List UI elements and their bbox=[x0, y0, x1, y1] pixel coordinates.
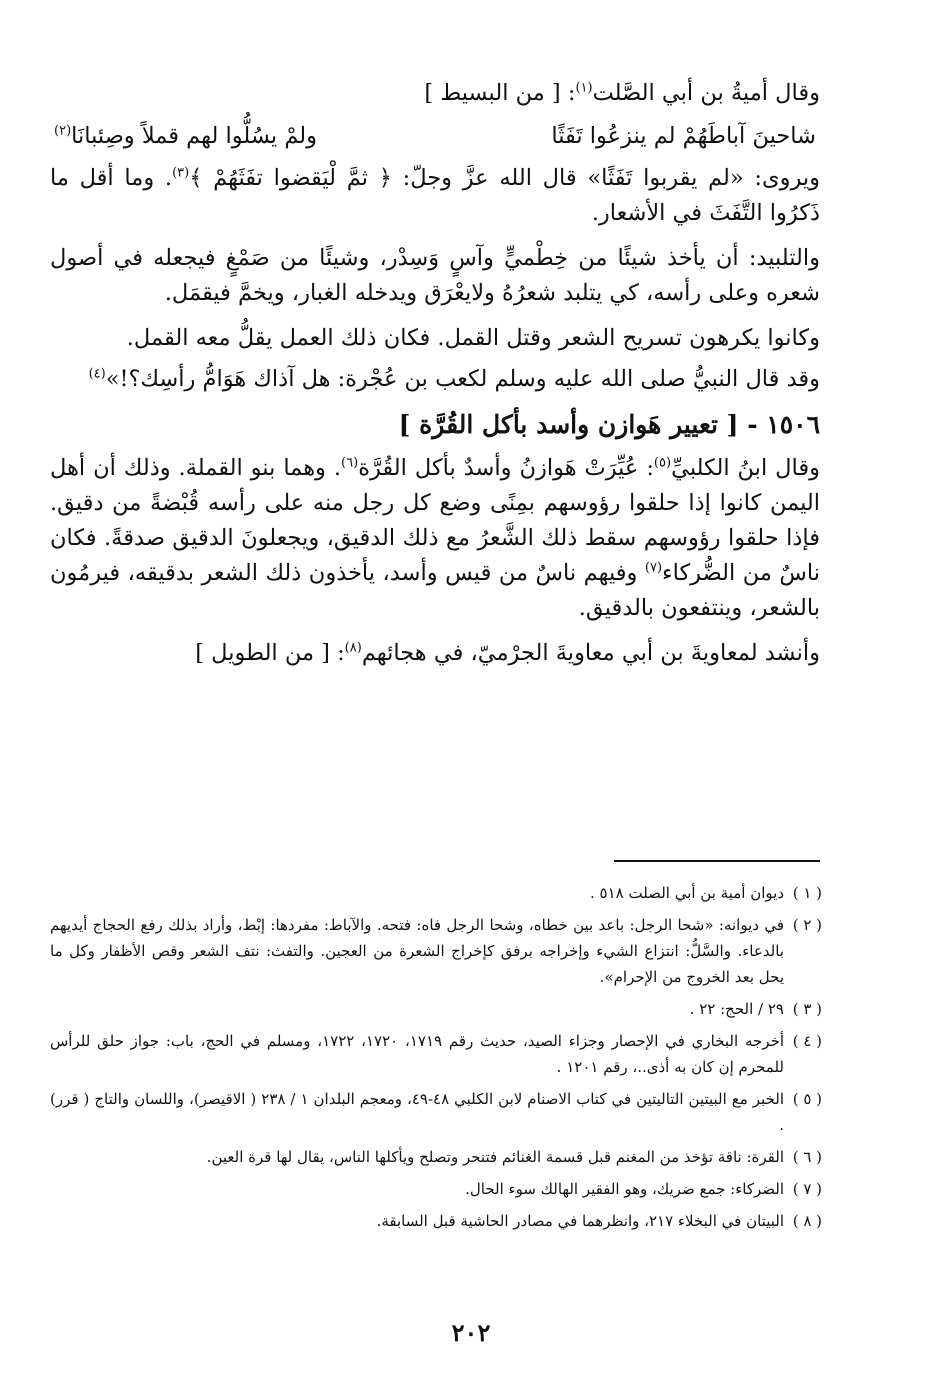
footnote-item bbox=[50, 1144, 822, 1170]
footnote-item bbox=[50, 996, 822, 1022]
footnote-ref-7[interactable]: (٧) bbox=[644, 560, 663, 576]
page-body bbox=[50, 76, 820, 681]
paragraph-kalbi-t4: وفيهم ناسٌ من قيس وأسد، يأخذون ذلك الشعر بدقيقه، فيرمُون بالشعر، وينتفعون بالدقيق. bbox=[50, 560, 820, 621]
meter-label-2: : [ من الطويل ] bbox=[195, 640, 345, 666]
footnote-item bbox=[50, 1028, 822, 1080]
footnote-text: البيتان في البخلاء ٢١٧، وانظرهما في مصادر الحاشية قبل السابقة. bbox=[376, 1212, 784, 1230]
footnote-text: أخرجه البخاري في الإحصار وجزاء الصيد، حديث رقم ١٧١٩، ١٧٢٠، ١٧٢٢، ومسلم في الحج، باب: جواز حلق للرأس للمحرم إن كان به أذى..، رقم ١٢٠١ . bbox=[50, 1032, 785, 1076]
paragraph-nabi bbox=[50, 362, 820, 397]
footnote-ref-2[interactable]: (٢) bbox=[54, 123, 72, 139]
footnote-item bbox=[50, 1176, 822, 1202]
paragraph-yurwa-text2: . وما أقل ما ذَكرُوا التَّفَثَ في الأشعار. bbox=[50, 165, 820, 226]
paragraph-talbid: والتلبيد: أن يأخذ شيئًا من خِطْميٍّ وآسٍ وَسِدْر، وشيئًا من صَمْغٍ فيجعله في أصول شعره وعلى رأسه، كي يتلبد شعرُهُ ولايعْرَق ويدخله الغبار، ويخمَّ فيقمَل. bbox=[50, 245, 820, 306]
paragraph-kalbi-t2: : عُيِّرَتْ هَوازنُ وأسدٌ بأكل القُرَّة bbox=[358, 455, 654, 481]
paragraph-kalbi-t3: . وهما بنو القملة. وذلك أن أهل اليمن كانوا إذا حلقوا رؤوسهم بمِنًى وضع كل رجل منه على رأسه قُبْضةً من دقيق. فإذا حلقوا رؤوسهم سقط ذلك الشَّعرُ مع ذلك الدقيق، ويجعلونَ الدقيق صدقةً. فكان ناسٌ من الضُّركاء bbox=[50, 455, 820, 586]
verse-second-hemistich: ولمْ يسُلُّوا لهم قملاً وصِئبانَا bbox=[71, 123, 318, 149]
footnote-item bbox=[50, 1086, 822, 1138]
footnote-text: القرة: ناقة تؤخذ من المغنم قبل قسمة الغنائم فتنحر وتصلح ويأكلها الناس، يقال لها قرة العين. bbox=[206, 1148, 784, 1166]
section-heading: ١٥٠٦ - [ تعيير هَوازن وأسد بأكل القُرَّة ] bbox=[398, 410, 820, 439]
footnote-number: ( ٢ ) bbox=[792, 916, 822, 934]
footnote-text: ٢٩ / الحج: ٢٢ . bbox=[689, 1000, 784, 1018]
meter-label: : [ من البسيط ] bbox=[424, 80, 576, 106]
paragraph-yurwa bbox=[50, 161, 820, 231]
paragraph-yurwa-text1: ويروى: «لم يقربوا تَفَثًا» قال الله عزَّ وجلّ: ﴿ ثمَّ لْيَقضوا تفَثَهُمْ ﴾ bbox=[189, 165, 820, 191]
footnote-ref-3[interactable]: (٣) bbox=[172, 165, 190, 181]
paragraph-kalbi bbox=[50, 451, 820, 626]
intro-line bbox=[50, 76, 820, 111]
footnote-ref-4[interactable]: (٤) bbox=[88, 366, 106, 382]
paragraph-anshad-text: وأنشد لمعاويةَ بن أبي معاويةَ الجرْميّ، في هجائهم bbox=[361, 640, 820, 666]
footnote-number: ( ٣ ) bbox=[792, 1000, 822, 1018]
footnote-item bbox=[50, 912, 822, 990]
footnote-text: الضركاء: جمع ضريك، وهو الفقير الهالك سوء الحال. bbox=[465, 1180, 784, 1198]
intro-text: وقال أميةُ بن أبي الصَّلت bbox=[592, 80, 820, 106]
footnote-number: ( ٦ ) bbox=[792, 1148, 822, 1166]
paragraph-anshad bbox=[50, 636, 820, 671]
paragraph-kanu: وكانوا يكرهون تسريح الشعر وقتل القمل. فكان ذلك العمل يقلُّ معه القمل. bbox=[126, 325, 820, 351]
footnote-text: في ديوانه: «شحا الرجل: باعد بين خطاه، وشحا الرجل فاه: فتحه. والآباط: مفردها: إبْط، وأراد بذلك رفع الحجاج أيديهم بالدعاء. والسَّلُّ: انتزاع الشيء وإخراجه برفق كإخراج الشعرة من العجين. والتفث: نتف الشعر وقص الأظفار وكل ما يحل بعد الخروج من الإحرام». bbox=[50, 916, 784, 986]
footnote-number: ( ٥ ) bbox=[792, 1090, 822, 1108]
footnote-ref-1[interactable]: (١) bbox=[575, 80, 593, 96]
verse-first-hemistich: شاحينَ آباطَهُمْ لم ينزعُوا تَفَثًا bbox=[551, 123, 816, 149]
paragraph-nabi-text: وقد قال النبيُّ صلى الله عليه وسلم لكعب بن عُجْرة: هل آذاك هَوَامُّ رأسِك؟!» bbox=[105, 366, 820, 392]
footnote-number: ( ١ ) bbox=[792, 884, 822, 902]
footnote-item bbox=[50, 880, 822, 906]
footnote-text: الخبر مع البيتين التاليتين في كتاب الاصنام لابن الكلبي ٤٨-٤٩، ومعجم البلدان ١ / ٢٣٨ ( الاقيصر)، واللسان والتاج ( قرر) . bbox=[50, 1090, 785, 1134]
paragraph-kalbi-t1: وقال ابنُ الكلبيِّ bbox=[671, 455, 820, 481]
footnote-ref-6[interactable]: (٦) bbox=[341, 455, 359, 471]
footnotes bbox=[50, 880, 822, 1240]
footnote-item bbox=[50, 1208, 822, 1234]
footnote-text: ديوان أمية بن أبي الصلت ٥١٨ . bbox=[590, 884, 784, 902]
footnote-number: ( ٨ ) bbox=[792, 1212, 822, 1230]
footnote-number: ( ٧ ) bbox=[792, 1180, 822, 1198]
footnote-ref-8[interactable]: (٨) bbox=[344, 640, 362, 656]
footnote-number: ( ٤ ) bbox=[792, 1032, 822, 1050]
poem-verse bbox=[50, 117, 820, 155]
footnote-ref-5[interactable]: (٥) bbox=[653, 455, 672, 471]
verse-second-hemistich-wrap bbox=[54, 117, 317, 155]
page-number: ٢٠٢ bbox=[451, 1318, 491, 1347]
footnote-divider bbox=[614, 860, 820, 862]
